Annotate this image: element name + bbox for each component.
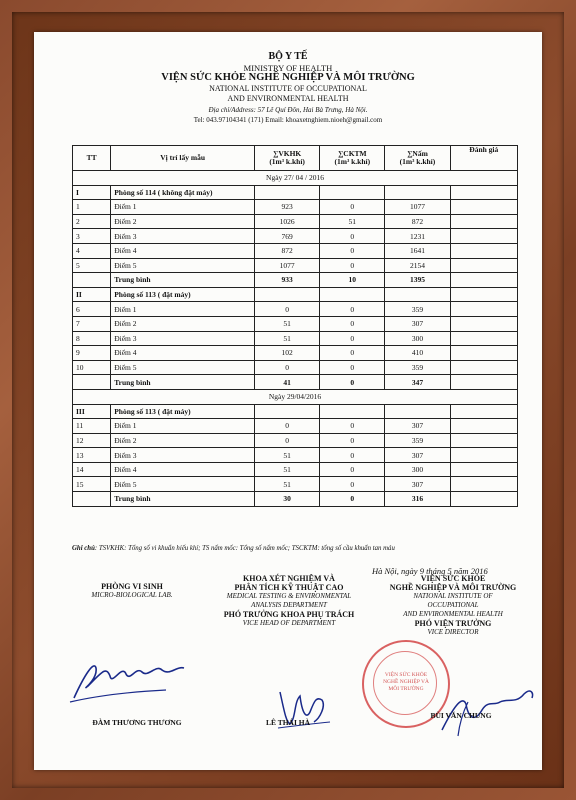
cell-eval <box>450 243 517 258</box>
total-row <box>73 492 518 507</box>
room-name: Phòng số 113 ( đặt máy) <box>111 404 255 419</box>
header-cktm: ∑CKTM (1m³ k.khí) <box>320 146 385 171</box>
table-row <box>73 258 518 273</box>
table-row <box>73 448 518 463</box>
cell-nam: 300 <box>385 462 450 477</box>
cell-location: Điểm 4 <box>111 346 255 361</box>
table-note <box>72 545 395 552</box>
cell-nam: 359 <box>385 302 450 317</box>
room-row <box>73 404 518 419</box>
cell-tt: 13 <box>73 448 111 463</box>
table-row <box>73 433 518 448</box>
signature-left <box>62 582 202 600</box>
cell-location: Điểm 5 <box>111 477 255 492</box>
total-cktm: 0 <box>320 492 385 507</box>
header-vkhk: ∑VKHK (1m³ k.khí) <box>255 146 320 171</box>
header-nam: ∑Nấm (1m³ k.khí) <box>385 146 450 171</box>
total-label: Trung bình <box>111 273 255 288</box>
cell-nam: 359 <box>385 433 450 448</box>
cell-vkhk: 769 <box>255 229 320 244</box>
cell-cktm: 0 <box>320 229 385 244</box>
cell-eval <box>450 302 517 317</box>
table-row <box>73 200 518 215</box>
cell-cktm: 0 <box>320 346 385 361</box>
cell-cktm: 0 <box>320 302 385 317</box>
total-nam: 1395 <box>385 273 450 288</box>
center-en-2: ANALYSIS DEPARTMENT <box>251 601 327 609</box>
empty-cell <box>385 404 450 419</box>
total-label: Trung bình <box>111 375 255 390</box>
results-table <box>72 145 518 507</box>
cell-location: Điểm 4 <box>111 462 255 477</box>
signature-scribble-left <box>66 646 196 706</box>
name-center: LÊ THÁI HÀ <box>265 718 311 727</box>
room-name: Phòng số 114 ( không đặt máy) <box>111 185 255 200</box>
cell-location: Điểm 4 <box>111 243 255 258</box>
cell-nam: 359 <box>385 360 450 375</box>
cell-tt: 9 <box>73 346 111 361</box>
cell-cktm: 0 <box>320 316 385 331</box>
cell-tt: 5 <box>73 258 111 273</box>
cell-vkhk: 0 <box>255 360 320 375</box>
institute-en-2: AND ENVIRONMENTAL HEALTH <box>227 94 349 103</box>
empty-cell <box>320 287 385 302</box>
contact: Tel: 043.97104341 (171) Email: khoaxetnghiem.nioeh@gmail.com <box>193 116 383 124</box>
table-header-row <box>73 146 518 171</box>
room-name: Phòng số 113 ( đặt máy) <box>111 287 255 302</box>
cell-eval <box>450 433 517 448</box>
room-row <box>73 287 518 302</box>
document-header <box>34 52 542 126</box>
empty-cell <box>385 287 450 302</box>
cell-eval <box>450 346 517 361</box>
signature-center <box>194 574 384 628</box>
cell-tt: 6 <box>73 302 111 317</box>
cell-cktm: 51 <box>320 214 385 229</box>
empty-cell <box>450 185 517 200</box>
cell-eval <box>450 258 517 273</box>
cell-location: Điểm 1 <box>111 302 255 317</box>
cell-nam: 307 <box>385 448 450 463</box>
cell-vkhk: 0 <box>255 433 320 448</box>
cell-vkhk: 1026 <box>255 214 320 229</box>
cell-nam: 1231 <box>385 229 450 244</box>
header-location: Vị trí lấy mẫu <box>111 146 255 171</box>
cell-cktm: 0 <box>320 258 385 273</box>
cell-tt: 12 <box>73 433 111 448</box>
total-nam: 316 <box>385 492 450 507</box>
empty-cell <box>255 287 320 302</box>
cell-vkhk: 51 <box>255 462 320 477</box>
cell-location: Điểm 5 <box>111 360 255 375</box>
table-row <box>73 346 518 361</box>
empty-cell <box>450 287 517 302</box>
cell-eval <box>450 214 517 229</box>
cell-nam: 300 <box>385 331 450 346</box>
empty-cell <box>320 185 385 200</box>
right-en-1: NATIONAL INSTITUTE OF <box>413 592 493 600</box>
cell-cktm: 0 <box>320 477 385 492</box>
center-role-en: VICE HEAD OF DEPARTMENT <box>242 619 336 627</box>
ministry-vn: BỘ Y TẾ <box>268 51 308 62</box>
left-en: MICRO-BIOLOGICAL LAB. <box>91 591 173 599</box>
table-row <box>73 462 518 477</box>
note-label: Ghi chú <box>72 545 95 552</box>
cell-eval <box>450 462 517 477</box>
cell-nam: 307 <box>385 419 450 434</box>
cell-eval <box>450 448 517 463</box>
table-row <box>73 229 518 244</box>
cell-cktm: 0 <box>320 200 385 215</box>
date-row <box>73 171 518 186</box>
cell-cktm: 0 <box>320 448 385 463</box>
right-en-3: AND ENVIRONMENTAL HEALTH <box>403 610 503 618</box>
total-row <box>73 375 518 390</box>
cell-location: Điểm 3 <box>111 331 255 346</box>
cell-nam: 307 <box>385 477 450 492</box>
empty-cell <box>450 492 517 507</box>
name-left: ĐÀM THƯƠNG THƯƠNG <box>92 718 182 727</box>
cell-tt: 1 <box>73 200 111 215</box>
right-en-2: OCCUPATIONAL <box>427 601 479 609</box>
cell-cktm: 0 <box>320 360 385 375</box>
cell-location: Điểm 1 <box>111 419 255 434</box>
section-date: Ngày 27/ 04 / 2016 <box>73 171 518 186</box>
right-role: PHÓ VIỆN TRƯỞNG <box>414 619 492 628</box>
room-roman: III <box>73 404 111 419</box>
date-row <box>73 389 518 404</box>
right-title-2: NGHỀ NGHIỆP VÀ MÔI TRƯỜNG <box>389 583 517 592</box>
cell-vkhk: 872 <box>255 243 320 258</box>
empty-cell <box>73 375 111 390</box>
room-roman: I <box>73 185 111 200</box>
total-cktm: 10 <box>320 273 385 288</box>
empty-cell <box>450 404 517 419</box>
table-row <box>73 243 518 258</box>
table-row <box>73 316 518 331</box>
cell-nam: 1077 <box>385 200 450 215</box>
cell-vkhk: 51 <box>255 477 320 492</box>
cell-nam: 872 <box>385 214 450 229</box>
empty-cell <box>255 404 320 419</box>
cell-location: Điểm 3 <box>111 448 255 463</box>
address: Địa chỉ/Address: 57 Lê Quí Đôn, Hai Bà Trưng, Hà Nội. <box>208 105 368 114</box>
center-en-1: MEDICAL TESTING & ENVIRONMENTAL <box>226 592 352 600</box>
cell-vkhk: 51 <box>255 316 320 331</box>
cell-tt: 14 <box>73 462 111 477</box>
center-title-2: PHÂN TÍCH KỸ THUẬT CAO <box>234 583 344 592</box>
cell-eval <box>450 360 517 375</box>
cell-nam: 2154 <box>385 258 450 273</box>
table-row <box>73 419 518 434</box>
cell-vkhk: 0 <box>255 419 320 434</box>
cell-tt: 3 <box>73 229 111 244</box>
cell-eval <box>450 316 517 331</box>
empty-cell <box>320 404 385 419</box>
table-row <box>73 477 518 492</box>
empty-cell <box>450 375 517 390</box>
table-row <box>73 331 518 346</box>
cell-cktm: 0 <box>320 419 385 434</box>
total-cktm: 0 <box>320 375 385 390</box>
table-row <box>73 302 518 317</box>
cell-nam: 1641 <box>385 243 450 258</box>
total-vkhk: 41 <box>255 375 320 390</box>
cell-tt: 2 <box>73 214 111 229</box>
cell-eval <box>450 419 517 434</box>
cell-vkhk: 1077 <box>255 258 320 273</box>
institute-en-1: NATIONAL INSTITUTE OF OCCUPATIONAL <box>209 83 367 93</box>
left-title: PHÒNG VI SINH <box>101 582 163 591</box>
cell-tt: 4 <box>73 243 111 258</box>
cell-eval <box>450 200 517 215</box>
total-nam: 347 <box>385 375 450 390</box>
cell-tt: 11 <box>73 419 111 434</box>
empty-cell <box>73 273 111 288</box>
cell-vkhk: 0 <box>255 302 320 317</box>
cell-vkhk: 51 <box>255 331 320 346</box>
center-role: PHÓ TRƯỞNG KHOA PHỤ TRÁCH <box>223 610 355 619</box>
cell-nam: 410 <box>385 346 450 361</box>
signature-right <box>368 574 538 637</box>
cell-tt: 15 <box>73 477 111 492</box>
cell-vkhk: 923 <box>255 200 320 215</box>
cell-eval <box>450 229 517 244</box>
certificate-paper <box>34 32 542 770</box>
note-text: : TSVKHK: Tổng số vi khuẩn hiếu khí; TS nấm mốc: Tổng số nấm mốc; TSCKTM: tổng số cầu khuẩn tan máu <box>94 545 395 552</box>
cell-location: Điểm 2 <box>111 433 255 448</box>
cell-location: Điểm 3 <box>111 229 255 244</box>
cell-vkhk: 51 <box>255 448 320 463</box>
total-vkhk: 30 <box>255 492 320 507</box>
empty-cell <box>450 273 517 288</box>
cell-tt: 8 <box>73 331 111 346</box>
ministry-en: MINISTRY OF HEALTH <box>243 62 333 73</box>
total-row <box>73 273 518 288</box>
cell-tt: 10 <box>73 360 111 375</box>
empty-cell <box>385 185 450 200</box>
right-role-en: VICE DIRECTOR <box>427 628 479 636</box>
cell-cktm: 0 <box>320 433 385 448</box>
center-title-1: KHOA XÉT NGHIỆM VÀ <box>243 574 335 583</box>
cell-eval <box>450 331 517 346</box>
name-right: BÙI VĂN CHUNG <box>430 711 492 720</box>
signature-scribble-right <box>438 680 538 740</box>
room-row <box>73 185 518 200</box>
cell-vkhk: 102 <box>255 346 320 361</box>
cell-cktm: 0 <box>320 331 385 346</box>
total-label: Trung bình <box>111 492 255 507</box>
table-row <box>73 360 518 375</box>
cell-nam: 307 <box>385 316 450 331</box>
empty-cell <box>255 185 320 200</box>
table-row <box>73 214 518 229</box>
room-roman: II <box>73 287 111 302</box>
cell-cktm: 0 <box>320 243 385 258</box>
total-vkhk: 933 <box>255 273 320 288</box>
empty-cell <box>73 492 111 507</box>
cell-tt: 7 <box>73 316 111 331</box>
cell-location: Điểm 1 <box>111 200 255 215</box>
cell-location: Điểm 5 <box>111 258 255 273</box>
cell-location: Điểm 2 <box>111 316 255 331</box>
header-tt: TT <box>73 146 111 171</box>
header-eval: Đánh giá <box>450 146 517 171</box>
right-title-1: VIỆN SỨC KHỎE <box>420 574 486 583</box>
institute-vn: VIỆN SỨC KHỎE NGHỀ NGHIỆP VÀ MÔI TRƯỜNG <box>161 72 415 83</box>
cell-cktm: 0 <box>320 462 385 477</box>
date-place: Hà Nội, ngày 9 tháng 5 năm 2016 <box>372 566 488 576</box>
stamp-text: VIỆN SỨC KHỎE NGHỀ NGHIỆP VÀ MÔI TRƯỜNG <box>383 672 429 692</box>
cell-eval <box>450 477 517 492</box>
section-date: Ngày 29/04/2016 <box>73 389 518 404</box>
cell-location: Điểm 2 <box>111 214 255 229</box>
